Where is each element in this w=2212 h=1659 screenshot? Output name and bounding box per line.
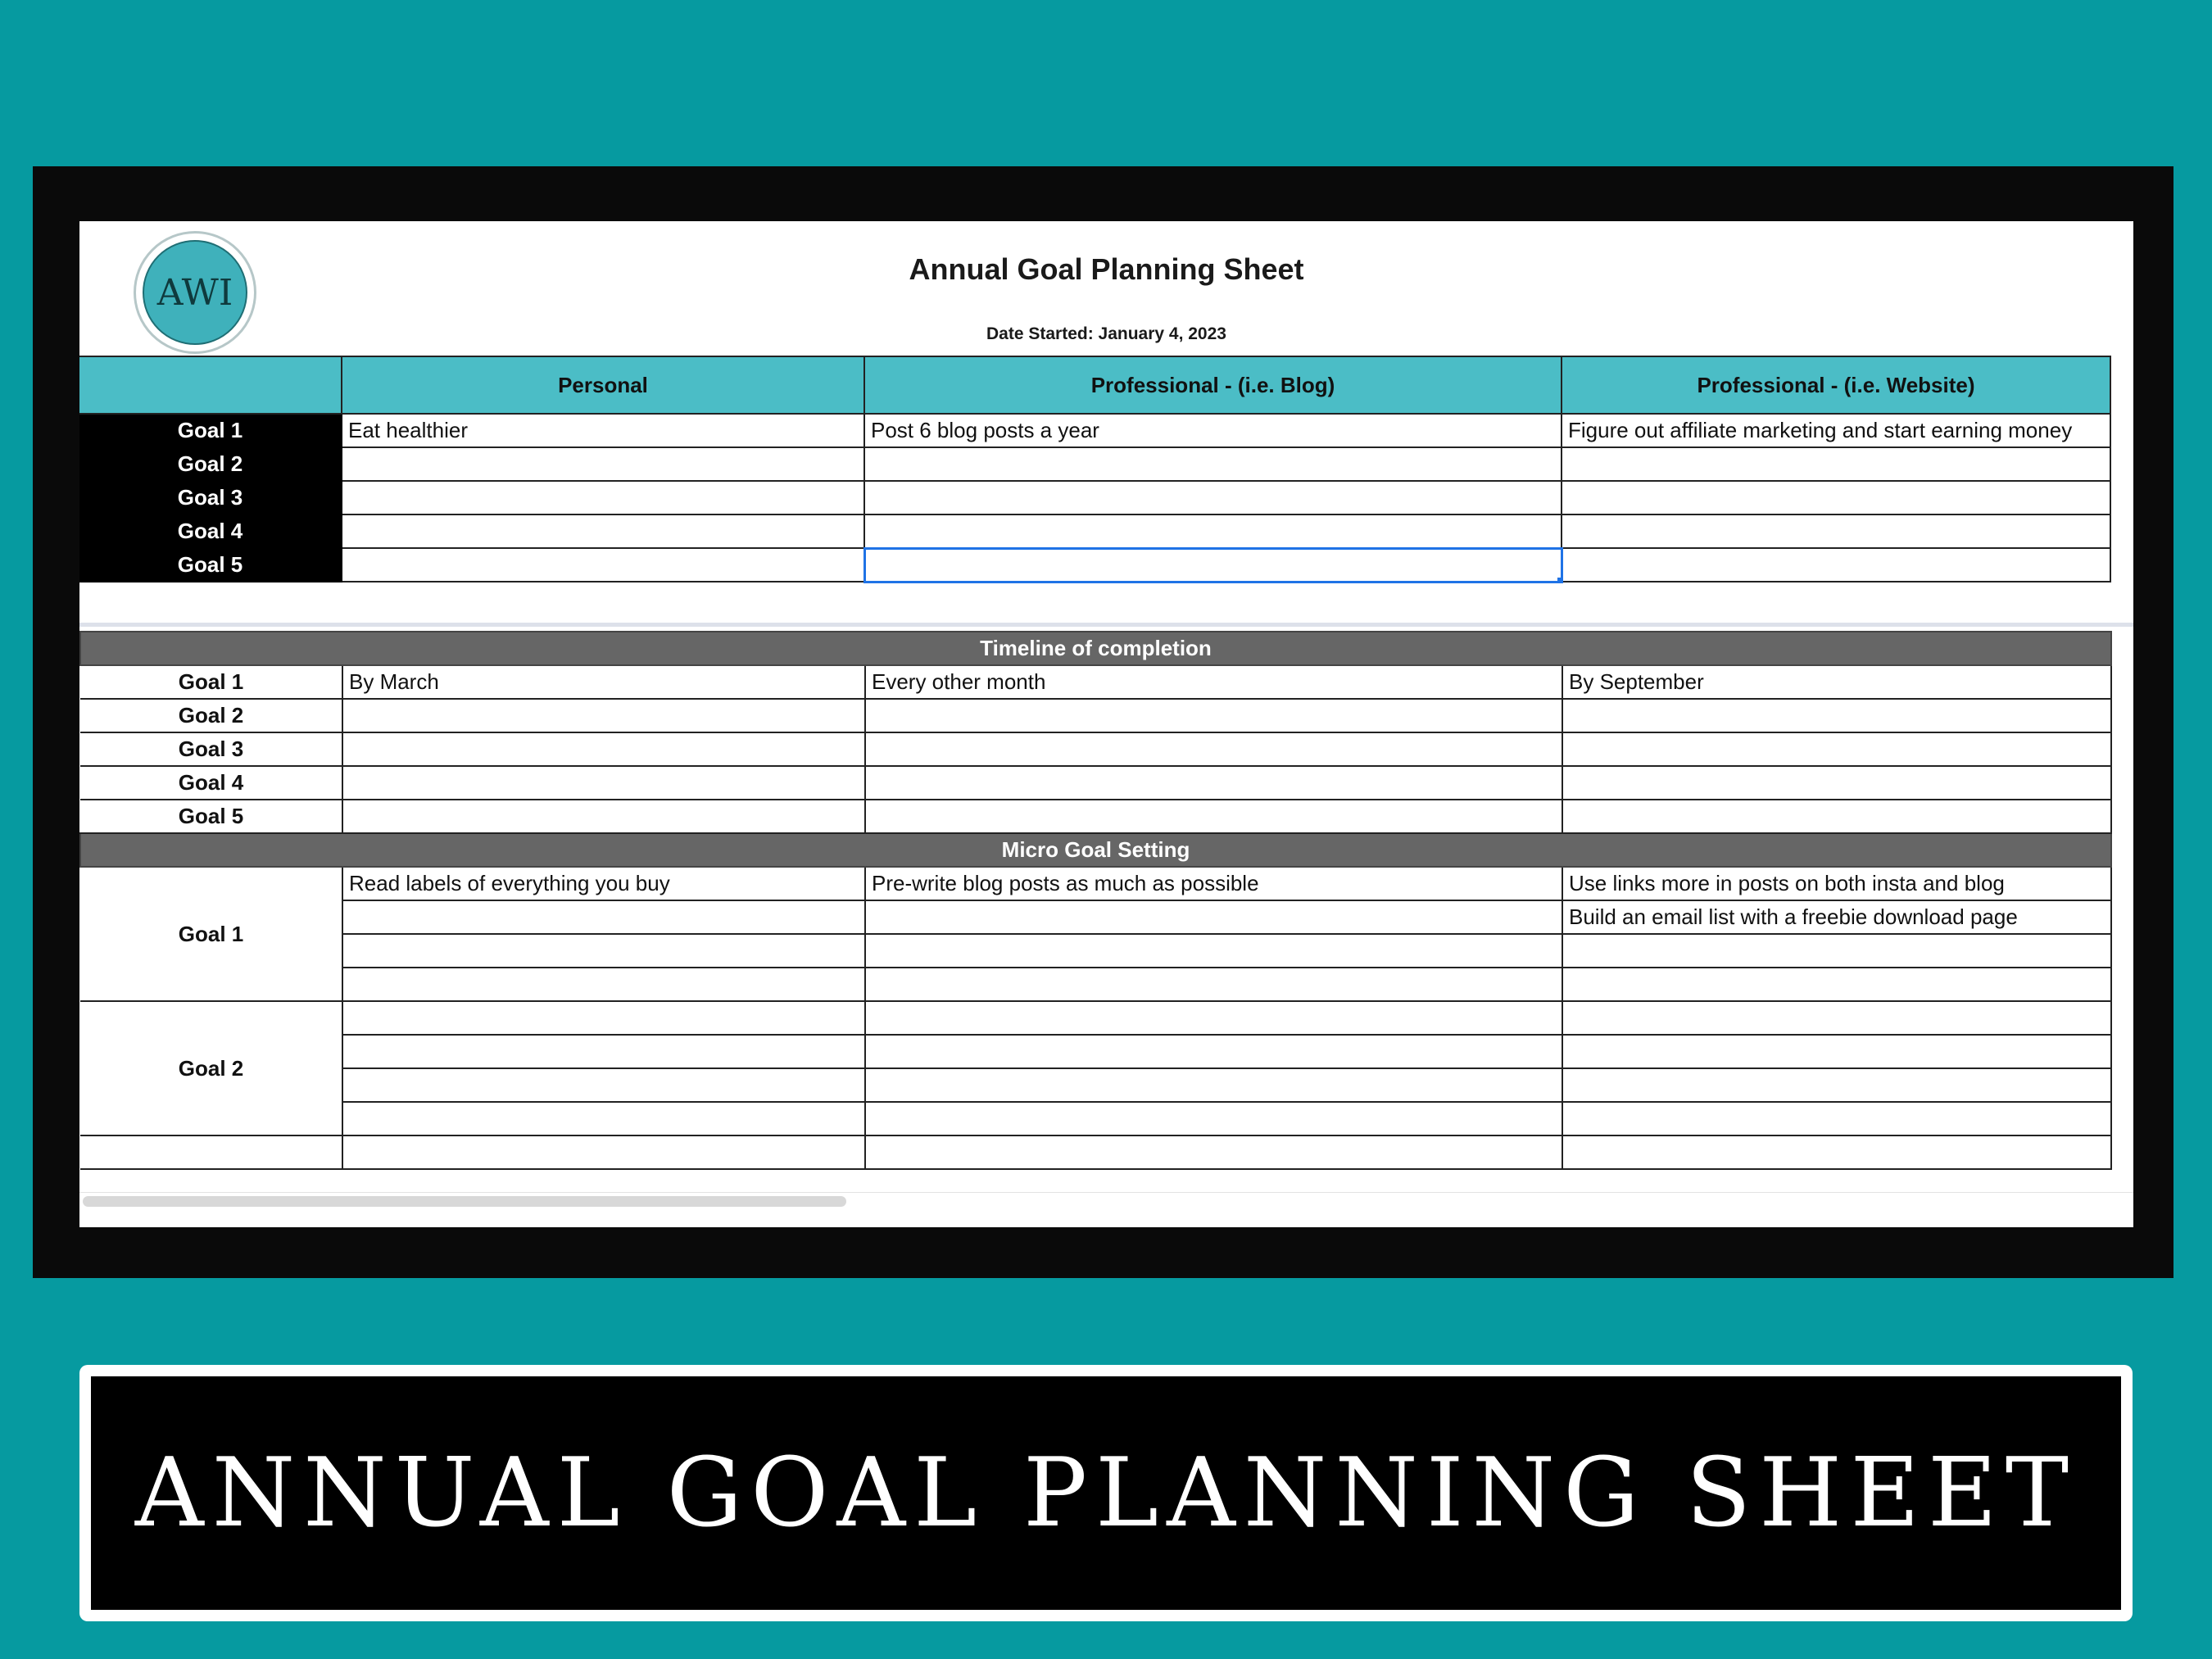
goals-table — [79, 356, 2111, 583]
goal-cell[interactable]: Post 6 blog posts a year — [864, 414, 1562, 447]
horizontal-scrollbar[interactable] — [79, 1192, 2133, 1227]
logo-monogram: AWI — [156, 271, 233, 314]
goal-label: Goal 3 — [79, 481, 342, 514]
micro-cell[interactable] — [1562, 968, 2111, 1001]
micro-cell[interactable] — [1562, 1102, 2111, 1135]
micro-cell[interactable] — [342, 900, 865, 934]
frozen-row-divider[interactable] — [79, 623, 2133, 627]
scrollbar-thumb[interactable] — [83, 1196, 846, 1207]
timeline-cell[interactable] — [342, 766, 865, 800]
timeline-heading: Timeline of completion — [80, 632, 2111, 665]
goal-label: Goal 2 — [79, 447, 342, 481]
timeline-row — [80, 732, 2111, 766]
micro-cell[interactable] — [865, 1135, 1562, 1169]
micro-cell[interactable] — [342, 1135, 865, 1169]
micro-cell[interactable]: Read labels of everything you buy — [342, 867, 865, 900]
micro-row — [80, 1001, 2111, 1035]
goal-cell[interactable] — [864, 447, 1562, 481]
micro-cell[interactable] — [865, 1001, 1562, 1035]
goal-row — [79, 548, 2110, 582]
micro-row — [80, 934, 2111, 968]
micro-cell[interactable] — [342, 1035, 865, 1068]
micro-cell[interactable] — [1562, 1135, 2111, 1169]
timeline-row — [80, 665, 2111, 699]
goal-cell[interactable] — [1562, 514, 2110, 548]
goal-cell[interactable] — [1562, 481, 2110, 514]
goal-label: Goal 3 — [80, 732, 342, 766]
section-bar-row — [80, 632, 2111, 665]
micro-cell[interactable] — [342, 1068, 865, 1102]
micro-cell[interactable] — [865, 1035, 1562, 1068]
micro-row — [80, 867, 2111, 900]
timeline-cell[interactable] — [865, 766, 1562, 800]
goal-label: Goal 2 — [80, 1001, 342, 1135]
timeline-cell[interactable]: By March — [342, 665, 865, 699]
header-row — [79, 356, 2110, 414]
goal-cell[interactable] — [1562, 447, 2110, 481]
timeline-cell[interactable] — [342, 800, 865, 833]
micro-row — [80, 1102, 2111, 1135]
timeline-row — [80, 699, 2111, 732]
timeline-cell[interactable] — [1562, 800, 2111, 833]
title-banner — [79, 1365, 2133, 1621]
timeline-row — [80, 800, 2111, 833]
timeline-cell[interactable] — [865, 800, 1562, 833]
spreadsheet — [79, 221, 2133, 1227]
timeline-cell[interactable] — [1562, 732, 2111, 766]
fill-handle[interactable] — [1557, 578, 1562, 582]
selected-cell[interactable] — [864, 548, 1562, 582]
micro-cell[interactable] — [865, 934, 1562, 968]
goal-row — [79, 514, 2110, 548]
col-header-personal[interactable]: Personal — [342, 356, 864, 414]
micro-cell[interactable] — [865, 968, 1562, 1001]
goal-row — [79, 447, 2110, 481]
date-started: Date Started: January 4, 2023 — [986, 324, 1226, 343]
micro-cell[interactable] — [342, 1102, 865, 1135]
micro-row — [80, 900, 2111, 934]
micro-cell[interactable] — [342, 1001, 865, 1035]
micro-row — [80, 1035, 2111, 1068]
timeline-cell[interactable] — [342, 732, 865, 766]
micro-cell[interactable]: Build an email list with a freebie download page — [1562, 900, 2111, 934]
banner-text: ANNUAL GOAL PLANNING SHEET — [134, 1438, 2078, 1548]
goal-cell[interactable] — [342, 481, 864, 514]
timeline-cell[interactable] — [865, 699, 1562, 732]
micro-cell[interactable] — [865, 900, 1562, 934]
micro-cell[interactable] — [342, 968, 865, 1001]
goal-label: Goal 4 — [80, 766, 342, 800]
goal-label: Goal 2 — [80, 699, 342, 732]
section-bar-row — [80, 833, 2111, 867]
goal-label: Goal 5 — [79, 548, 342, 582]
micro-cell[interactable] — [865, 1068, 1562, 1102]
goal-cell[interactable] — [342, 548, 864, 582]
goal-cell[interactable] — [342, 447, 864, 481]
sheet-title: Annual Goal Planning Sheet — [909, 252, 1304, 286]
col-header-blog[interactable]: Professional - (i.e. Blog) — [864, 356, 1562, 414]
micro-cell[interactable] — [1562, 934, 2111, 968]
goal-label-empty — [80, 1135, 342, 1169]
timeline-cell[interactable] — [1562, 766, 2111, 800]
goal-row — [79, 414, 2110, 447]
goal-cell[interactable] — [1562, 548, 2110, 582]
goal-label: Goal 5 — [80, 800, 342, 833]
micro-cell[interactable] — [1562, 1068, 2111, 1102]
goal-label: Goal 1 — [80, 867, 342, 1001]
goal-row — [79, 481, 2110, 514]
timeline-table — [79, 631, 2112, 1170]
timeline-cell[interactable] — [342, 699, 865, 732]
micro-row — [80, 968, 2111, 1001]
timeline-cell[interactable]: Every other month — [865, 665, 1562, 699]
header-corner — [79, 356, 342, 414]
goal-cell[interactable] — [342, 514, 864, 548]
micro-row — [80, 1135, 2111, 1169]
micro-cell[interactable] — [342, 934, 865, 968]
timeline-cell[interactable] — [865, 732, 1562, 766]
banner-inner — [91, 1376, 2121, 1610]
goal-label: Goal 1 — [80, 665, 342, 699]
micro-cell[interactable]: Pre-write blog posts as much as possible — [865, 867, 1562, 900]
timeline-cell[interactable] — [1562, 699, 2111, 732]
goal-cell[interactable]: Eat healthier — [342, 414, 864, 447]
goal-cell[interactable] — [864, 514, 1562, 548]
goal-label: Goal 4 — [79, 514, 342, 548]
goal-cell[interactable] — [864, 481, 1562, 514]
micro-cell[interactable] — [865, 1102, 1562, 1135]
micro-heading: Micro Goal Setting — [80, 833, 2111, 867]
goal-label: Goal 1 — [79, 414, 342, 447]
timeline-row — [80, 766, 2111, 800]
timeline-cell[interactable]: By September — [1562, 665, 2111, 699]
micro-cell[interactable]: Use links more in posts on both insta and blog — [1562, 867, 2111, 900]
micro-row — [80, 1068, 2111, 1102]
micro-cell[interactable] — [1562, 1035, 2111, 1068]
col-header-website[interactable]: Professional - (i.e. Website) — [1562, 356, 2110, 414]
goal-cell[interactable]: Figure out affiliate marketing and start earning money — [1562, 414, 2110, 447]
micro-cell[interactable] — [1562, 1001, 2111, 1035]
